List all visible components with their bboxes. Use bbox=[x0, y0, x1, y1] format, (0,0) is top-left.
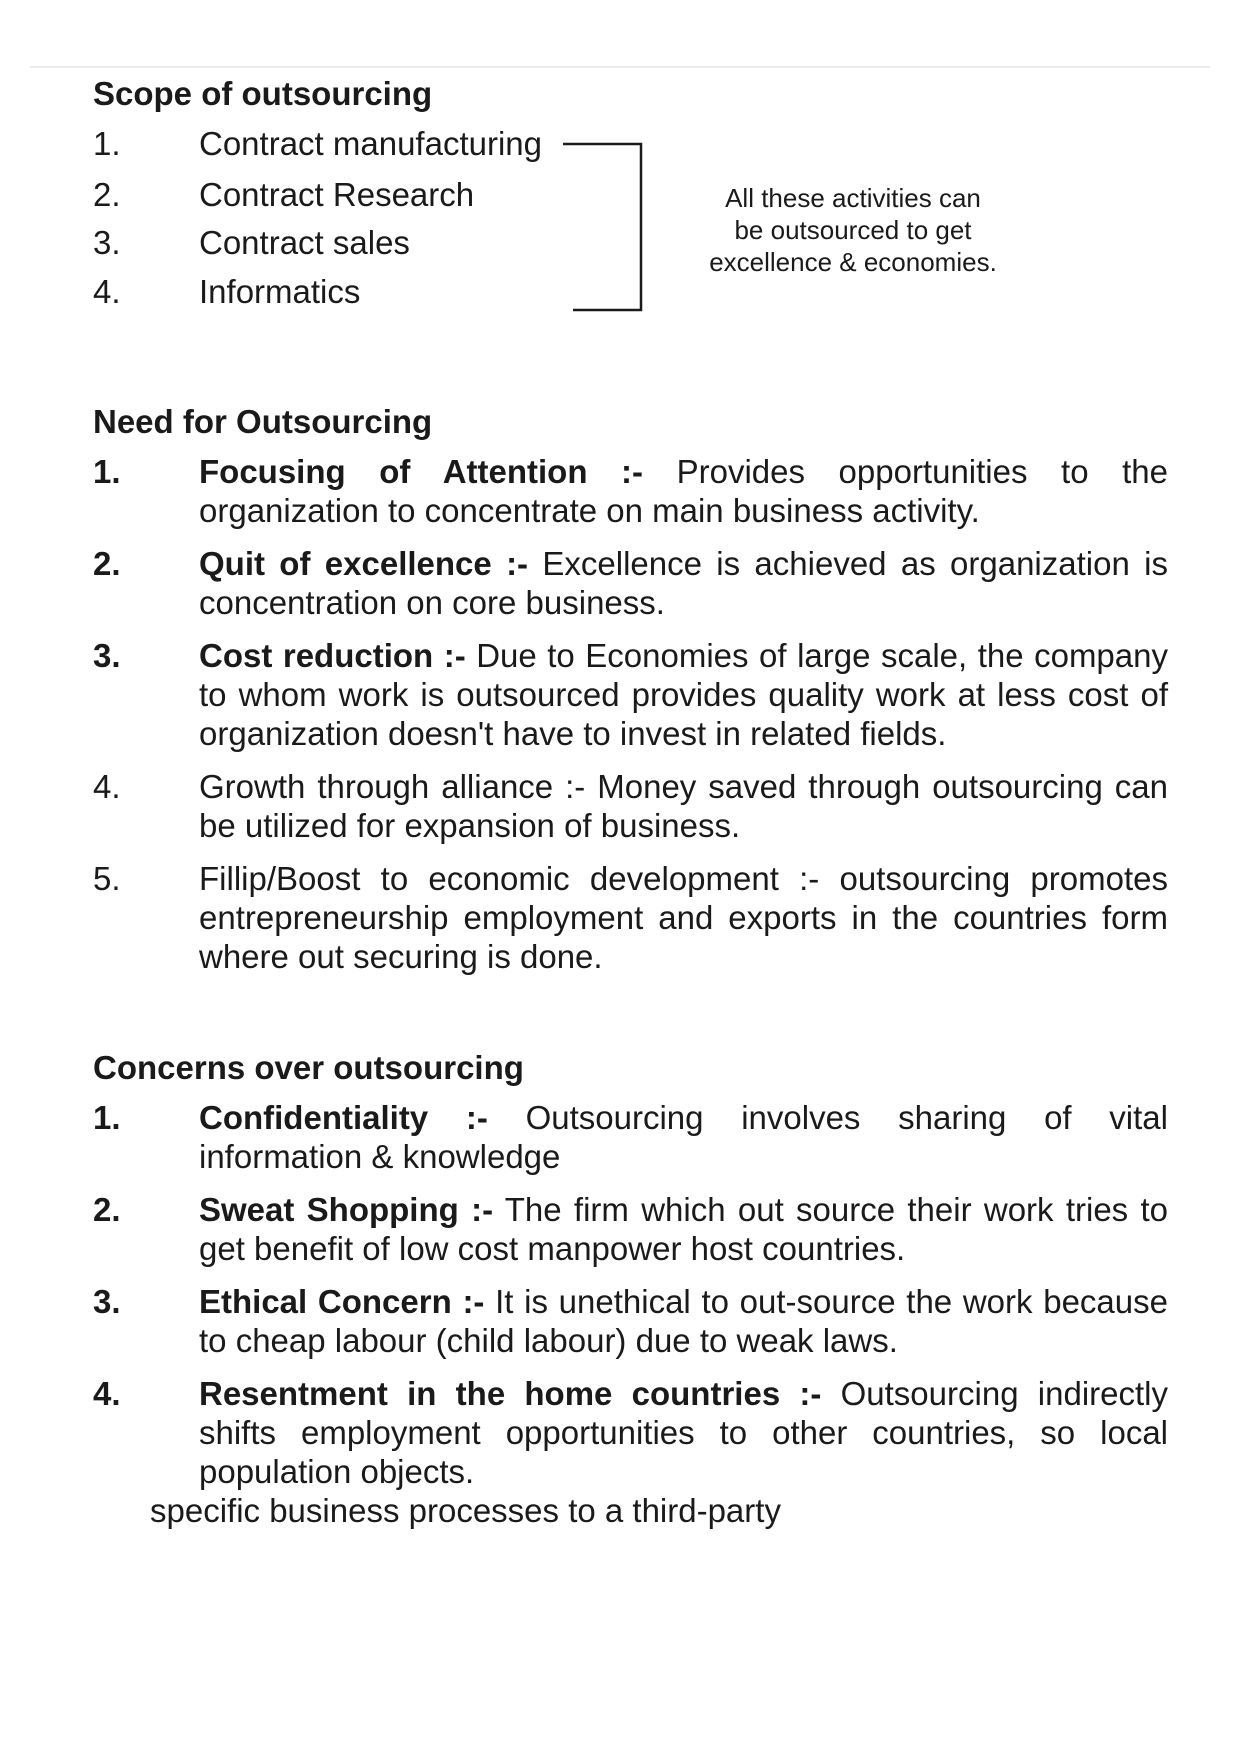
item-label: Sweat Shopping :- bbox=[199, 1191, 494, 1228]
scope-item-number: 3. bbox=[93, 224, 121, 261]
item-number: 1. bbox=[93, 1099, 121, 1136]
item-number: 5. bbox=[93, 860, 121, 897]
cut-off-text: specific business processes to a third-party bbox=[150, 1492, 781, 1529]
concern-item bbox=[93, 1282, 1168, 1360]
item-number: 4. bbox=[93, 768, 121, 805]
scope-item-text: Contract sales bbox=[199, 224, 410, 261]
item-number: 4. bbox=[93, 1375, 121, 1412]
item-text: Growth through alliance :- Money saved through outsourcing can be utilized for expansion of business. bbox=[199, 768, 1168, 844]
item-text: Outsourcing indirectly shifts employment opportunities to other countries, so local population objects. bbox=[199, 1375, 1168, 1490]
item-number: 2. bbox=[93, 545, 121, 582]
need-item bbox=[93, 636, 1168, 753]
need-item bbox=[93, 452, 1168, 530]
item-text: Excellence is achieved as organization is concentration on core business. bbox=[199, 545, 1168, 621]
concerns-heading: Concerns over outsourcing bbox=[93, 1049, 524, 1086]
item-label: Resentment in the home countries :- bbox=[199, 1375, 822, 1412]
note-line: excellence & economies. bbox=[709, 247, 997, 277]
need-item bbox=[93, 859, 1168, 976]
bracket-note bbox=[683, 182, 1023, 278]
scope-item-number: 1. bbox=[93, 125, 121, 162]
item-text: Outsourcing involves sharing of vital information & knowledge bbox=[199, 1099, 1168, 1175]
item-number: 3. bbox=[93, 637, 121, 674]
item-text: The firm which out source their work tries to get benefit of low cost manpower host countries. bbox=[199, 1191, 1168, 1267]
need-section bbox=[93, 400, 1168, 976]
need-item bbox=[93, 767, 1168, 845]
need-item bbox=[93, 544, 1168, 622]
scope-item-number: 2. bbox=[93, 176, 121, 213]
scope-item-text: Contract Research bbox=[199, 176, 475, 213]
scope-item-number: 4. bbox=[93, 273, 121, 310]
concern-item bbox=[93, 1190, 1168, 1268]
item-label: Cost reduction :- bbox=[199, 637, 466, 674]
concern-item bbox=[93, 1098, 1168, 1176]
need-heading: Need for Outsourcing bbox=[93, 403, 433, 440]
item-text: Due to Economies of large scale, the company to whom work is outsourced provides quality work at less cost of organization doesn't have to invest in related fields. bbox=[199, 637, 1168, 752]
item-label: Quit of excellence :- bbox=[199, 545, 529, 582]
concern-item bbox=[93, 1374, 1168, 1491]
item-label: Confidentiality :- bbox=[199, 1099, 488, 1136]
item-number: 2. bbox=[93, 1191, 121, 1228]
top-rule bbox=[30, 66, 1210, 68]
note-line: All these activities can bbox=[725, 183, 981, 213]
item-text: Fillip/Boost to economic development :- outsourcing promotes entrepreneurship employment and exports in the countries form where out securing is done. bbox=[199, 860, 1168, 975]
item-number: 1. bbox=[93, 453, 121, 490]
item-label: Ethical Concern :- bbox=[199, 1283, 485, 1320]
concerns-section bbox=[93, 1046, 1168, 1491]
scope-item-text: Contract manufacturing bbox=[199, 125, 543, 162]
item-number: 3. bbox=[93, 1283, 121, 1320]
scope-heading: Scope of outsourcing bbox=[93, 75, 433, 112]
item-text: Provides opportunities to the organization to concentrate on main business activity. bbox=[199, 453, 1168, 529]
item-text: It is unethical to out-source the work because to cheap labour (child labour) due to weak laws. bbox=[199, 1283, 1168, 1359]
blank-page-bottom bbox=[0, 1530, 1240, 1755]
item-label: Focusing of Attention :- bbox=[199, 453, 644, 490]
grouping-bracket bbox=[563, 124, 673, 324]
document-page bbox=[93, 72, 1168, 1641]
note-line: be outsourced to get bbox=[734, 215, 972, 245]
scope-item-text: Informatics bbox=[199, 273, 361, 310]
scope-list bbox=[93, 124, 1168, 344]
